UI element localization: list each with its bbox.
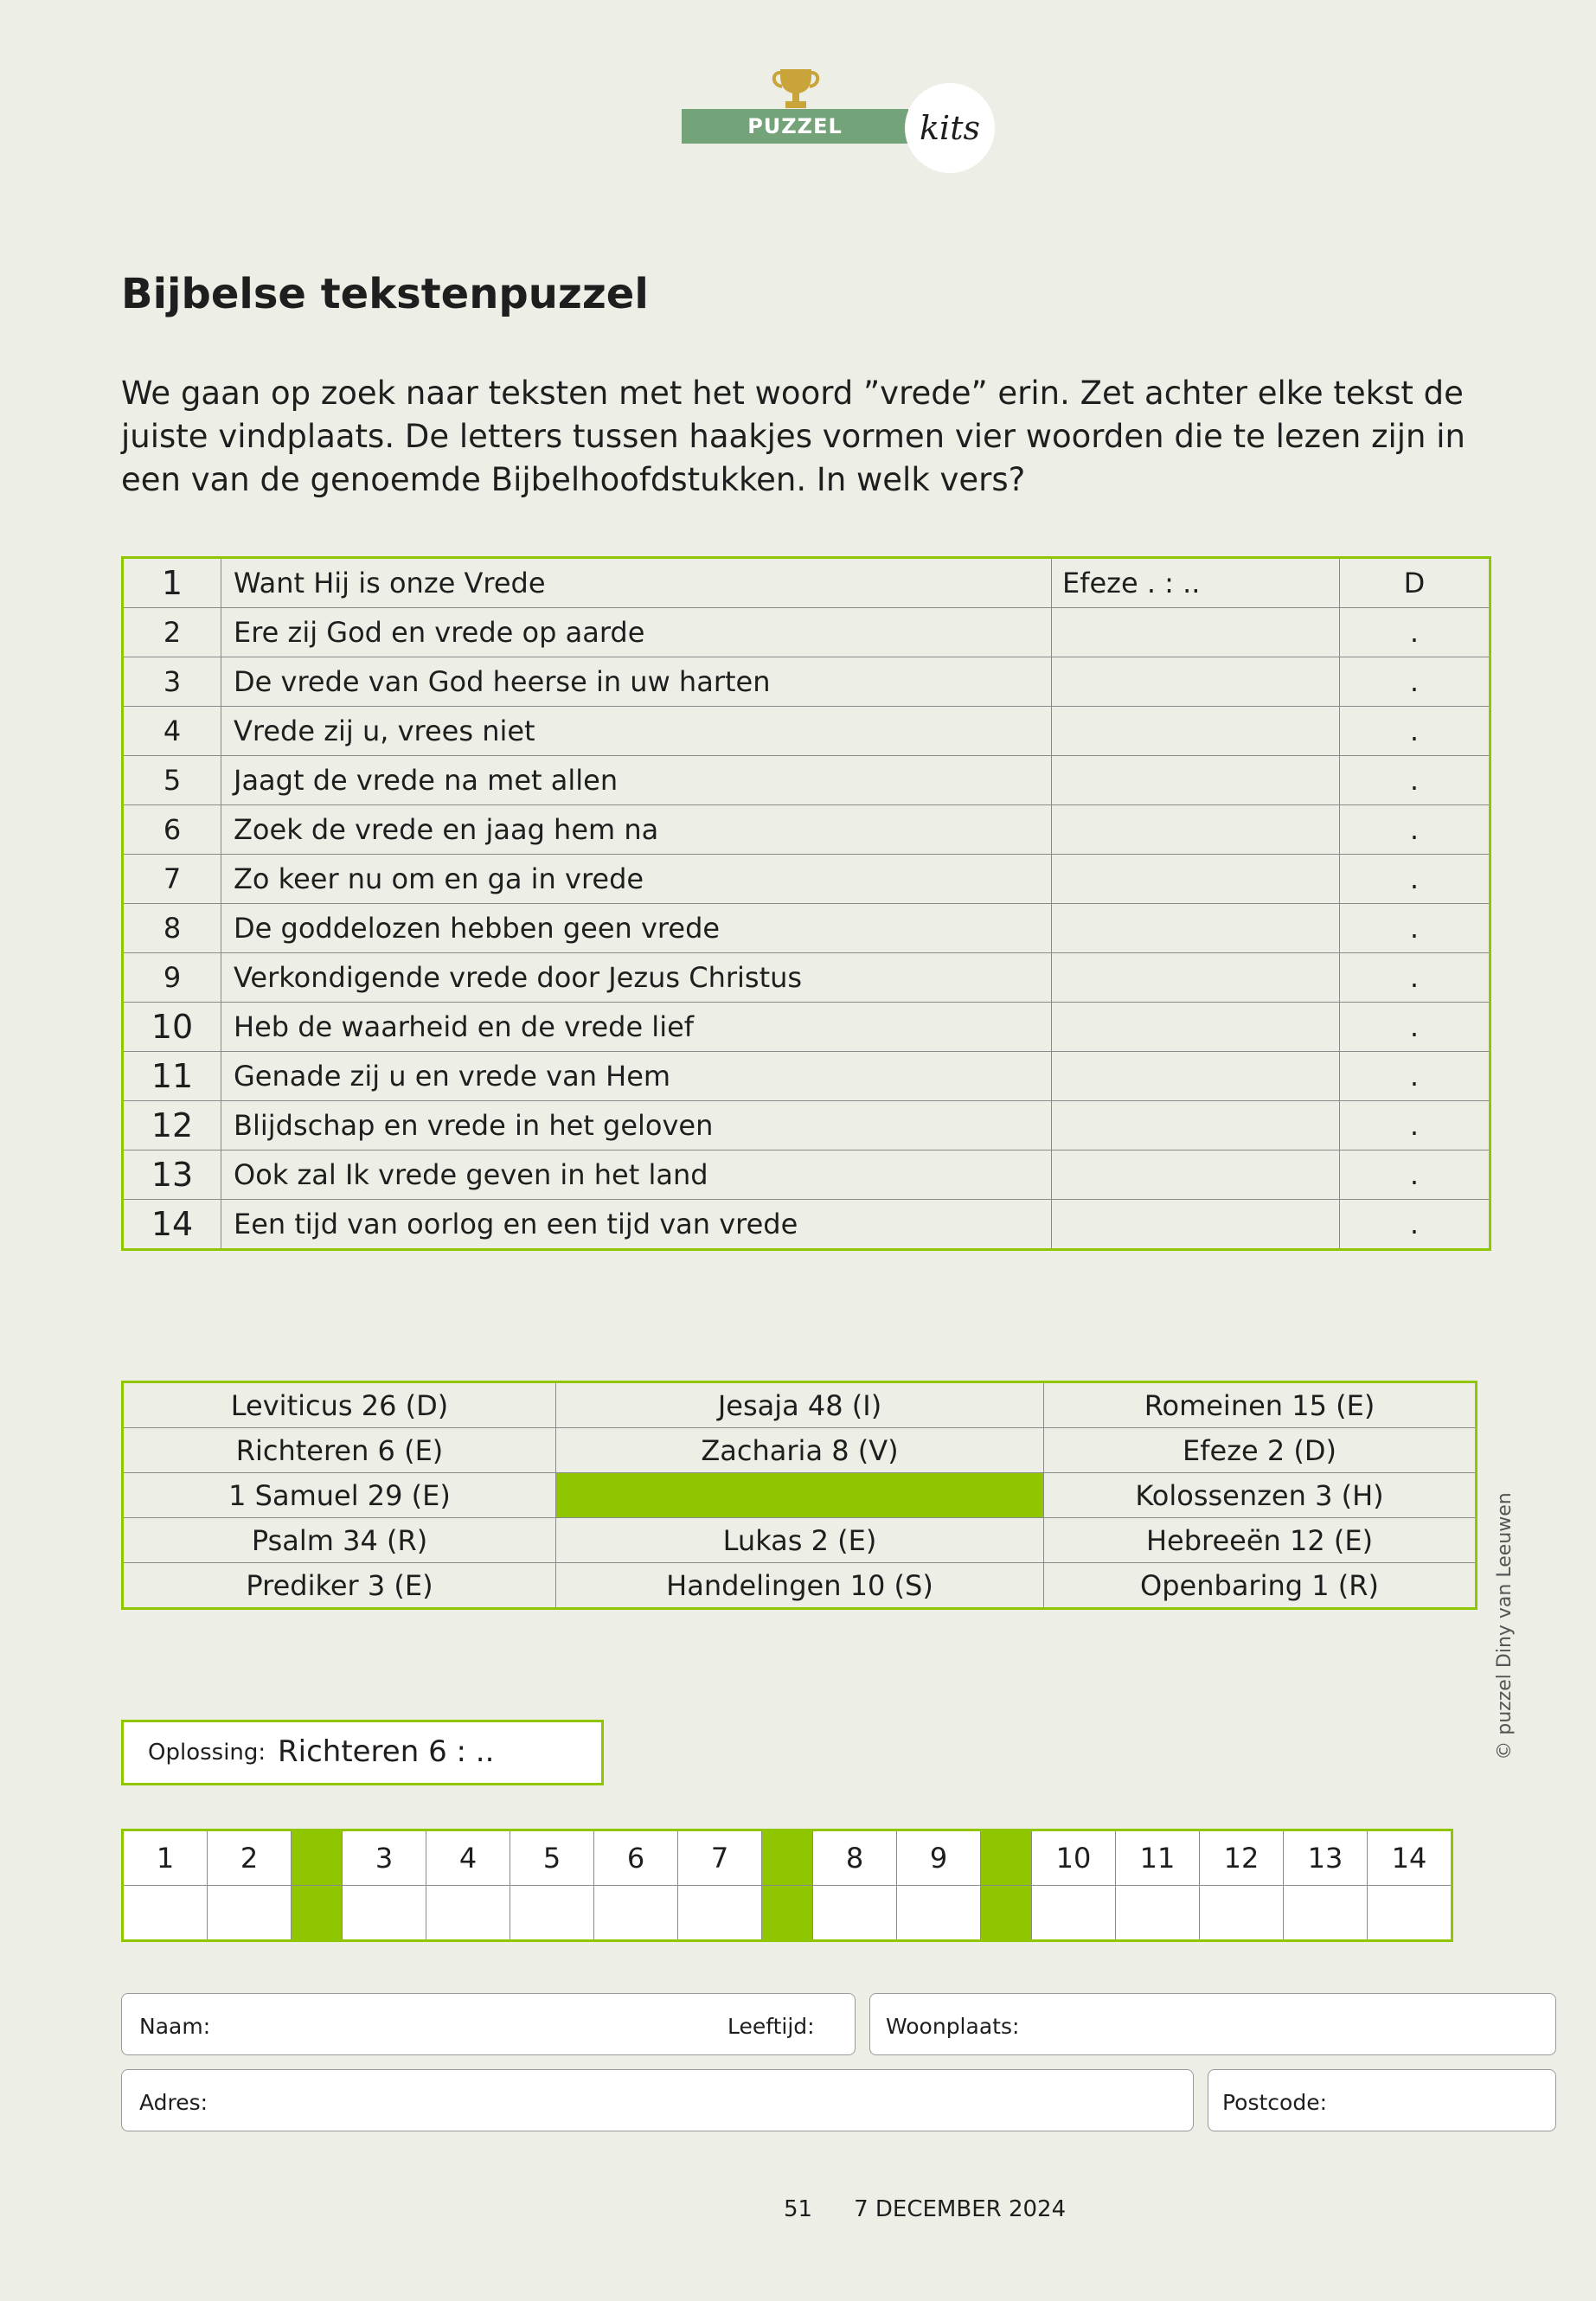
text-number: 3: [123, 657, 221, 707]
text-quote: Ook zal Ik vrede geven in het land: [221, 1150, 1052, 1200]
references-table: [121, 1381, 1477, 1610]
postcode-field[interactable]: [1208, 2069, 1556, 2131]
solution-label: Oplossing:: [148, 1740, 266, 1766]
reference-option: Lukas 2 (E): [556, 1518, 1044, 1563]
grid-answer-cell[interactable]: [1200, 1886, 1284, 1941]
grid-number: 5: [510, 1830, 594, 1886]
text-row: [123, 558, 1490, 608]
text-number: 10: [123, 1003, 221, 1052]
page-number: 51: [784, 2196, 813, 2222]
answer-grid: [121, 1829, 1453, 1942]
reference-cell[interactable]: [1052, 904, 1340, 953]
reference-option: Zacharia 8 (V): [556, 1428, 1044, 1473]
letter-cell[interactable]: .: [1340, 904, 1490, 953]
text-quote: De vrede van God heerse in uw harten: [221, 657, 1052, 707]
grid-answer-cell[interactable]: [1284, 1886, 1368, 1941]
text-quote: Jaagt de vrede na met allen: [221, 756, 1052, 805]
grid-answer-cell[interactable]: [123, 1886, 208, 1941]
reference-cell[interactable]: [1052, 1052, 1340, 1101]
letter-cell[interactable]: .: [1340, 953, 1490, 1003]
letter-cell[interactable]: .: [1340, 707, 1490, 756]
residence-field[interactable]: [869, 1993, 1556, 2055]
text-number: 2: [123, 608, 221, 657]
text-quote: Want Hij is onze Vrede: [221, 558, 1052, 608]
text-number: 6: [123, 805, 221, 855]
letter-cell[interactable]: .: [1340, 756, 1490, 805]
puzzle-header: [682, 67, 993, 171]
text-row: [123, 1003, 1490, 1052]
reference-option: Handelingen 10 (S): [556, 1563, 1044, 1609]
grid-number: 1: [123, 1830, 208, 1886]
text-row: [123, 1101, 1490, 1150]
text-row: [123, 657, 1490, 707]
reference-row: [123, 1563, 1477, 1609]
grid-answer-row: [123, 1886, 1452, 1941]
grid-number: 12: [1200, 1830, 1284, 1886]
text-row: [123, 1150, 1490, 1200]
text-row: [123, 904, 1490, 953]
reference-option: Hebreeën 12 (E): [1044, 1518, 1477, 1563]
letter-cell[interactable]: .: [1340, 805, 1490, 855]
text-quote: Vrede zij u, vrees niet: [221, 707, 1052, 756]
grid-number: 6: [594, 1830, 678, 1886]
grid-answer-cell[interactable]: [594, 1886, 678, 1941]
reference-cell[interactable]: Efeze . : ..: [1052, 558, 1340, 608]
text-quote: Ere zij God en vrede op aarde: [221, 608, 1052, 657]
grid-answer-cell[interactable]: [510, 1886, 594, 1941]
letter-cell[interactable]: .: [1340, 1052, 1490, 1101]
solution-box: [121, 1720, 604, 1785]
letter-cell[interactable]: .: [1340, 657, 1490, 707]
text-number: 5: [123, 756, 221, 805]
text-number: 7: [123, 855, 221, 904]
text-row: [123, 1200, 1490, 1250]
reference-option: Efeze 2 (D): [1044, 1428, 1477, 1473]
grid-separator: [762, 1830, 813, 1886]
letter-cell[interactable]: .: [1340, 855, 1490, 904]
grid-number: 2: [208, 1830, 292, 1886]
reference-cell[interactable]: [1052, 756, 1340, 805]
page-title: Bijbelse tekstenpuzzel: [121, 270, 649, 318]
text-number: 9: [123, 953, 221, 1003]
grid-number: 3: [343, 1830, 426, 1886]
reference-row: [123, 1473, 1477, 1518]
reference-cell[interactable]: [1052, 1200, 1340, 1250]
grid-answer-cell[interactable]: [343, 1886, 426, 1941]
letter-cell[interactable]: .: [1340, 1150, 1490, 1200]
grid-answer-cell[interactable]: [897, 1886, 981, 1941]
text-number: 14: [123, 1200, 221, 1250]
text-row: [123, 1052, 1490, 1101]
reference-cell[interactable]: [1052, 953, 1340, 1003]
reference-cell[interactable]: [1052, 1003, 1340, 1052]
reference-option: Prediker 3 (E): [123, 1563, 556, 1609]
section-tag: PUZZEL: [682, 109, 908, 144]
grid-number: 11: [1116, 1830, 1200, 1886]
grid-answer-cell[interactable]: [678, 1886, 762, 1941]
reference-row: [123, 1382, 1477, 1428]
letter-cell[interactable]: .: [1340, 1003, 1490, 1052]
text-number: 1: [123, 558, 221, 608]
grid-separator: [981, 1830, 1032, 1886]
issue-date: 7 DECEMBER 2024: [854, 2196, 1067, 2222]
solution-value[interactable]: Richteren 6 : ..: [278, 1734, 495, 1769]
reference-cell[interactable]: [1052, 1150, 1340, 1200]
text-number: 12: [123, 1101, 221, 1150]
grid-number: 9: [897, 1830, 981, 1886]
grid-number: 13: [1284, 1830, 1368, 1886]
reference-row: [123, 1518, 1477, 1563]
address-label: Adres:: [139, 2090, 208, 2115]
text-row: [123, 855, 1490, 904]
reference-cell[interactable]: [1052, 855, 1340, 904]
grid-separator: [292, 1830, 343, 1886]
reference-option: Psalm 34 (R): [123, 1518, 556, 1563]
trophy-icon: [768, 67, 824, 111]
age-label: Leeftijd:: [727, 2014, 815, 2039]
grid-answer-cell[interactable]: [813, 1886, 897, 1941]
intro-text: We gaan op zoek naar teksten met het woord ”vrede” erin. Zet achter elke tekst de juiste vindplaats. De letters tussen haakjes vormen vier woorden die te lezen zijn in een van de genoemde Bijbelhoofdstukken. In welk vers?: [121, 375, 1465, 498]
reference-cell[interactable]: [1052, 608, 1340, 657]
letter-cell[interactable]: D: [1340, 558, 1490, 608]
grid-answer-cell[interactable]: [1032, 1886, 1116, 1941]
grid-answer-cell[interactable]: [1116, 1886, 1200, 1941]
postcode-label: Postcode:: [1222, 2090, 1328, 2115]
text-quote: De goddelozen hebben geen vrede: [221, 904, 1052, 953]
text-row: [123, 608, 1490, 657]
text-row: [123, 756, 1490, 805]
grid-separator: [981, 1886, 1032, 1941]
reference-option: Jesaja 48 (I): [556, 1382, 1044, 1428]
letter-cell[interactable]: .: [1340, 1101, 1490, 1150]
residence-label: Woonplaats:: [886, 2014, 1020, 2039]
letter-cell[interactable]: .: [1340, 608, 1490, 657]
filled-cell: [556, 1473, 1044, 1518]
grid-answer-cell[interactable]: [426, 1886, 510, 1941]
reference-option: Romeinen 15 (E): [1044, 1382, 1477, 1428]
grid-answer-cell[interactable]: [208, 1886, 292, 1941]
letter-cell[interactable]: .: [1340, 1200, 1490, 1250]
name-label: Naam:: [139, 2014, 211, 2039]
reference-row: [123, 1428, 1477, 1473]
grid-number: 4: [426, 1830, 510, 1886]
grid-separator: [292, 1886, 343, 1941]
text-quote: Genade zij u en vrede van Hem: [221, 1052, 1052, 1101]
text-number: 11: [123, 1052, 221, 1101]
reference-option: Leviticus 26 (D): [123, 1382, 556, 1428]
text-row: [123, 805, 1490, 855]
reference-cell[interactable]: [1052, 657, 1340, 707]
grid-number: 8: [813, 1830, 897, 1886]
text-row: [123, 707, 1490, 756]
text-number: 8: [123, 904, 221, 953]
text-quote: Blijdschap en vrede in het geloven: [221, 1101, 1052, 1150]
texts-table: [121, 556, 1491, 1251]
text-quote: Verkondigende vrede door Jezus Christus: [221, 953, 1052, 1003]
text-quote: Zo keer nu om en ga in vrede: [221, 855, 1052, 904]
reference-option: Richteren 6 (E): [123, 1428, 556, 1473]
reference-cell[interactable]: [1052, 1101, 1340, 1150]
reference-cell[interactable]: [1052, 707, 1340, 756]
name-age-field[interactable]: [121, 1993, 856, 2055]
grid-separator: [762, 1886, 813, 1941]
text-number: 13: [123, 1150, 221, 1200]
grid-number: 14: [1368, 1830, 1452, 1886]
text-quote: Zoek de vrede en jaag hem na: [221, 805, 1052, 855]
reference-option: Openbaring 1 (R): [1044, 1563, 1477, 1609]
grid-number: 7: [678, 1830, 762, 1886]
reference-option: 1 Samuel 29 (E): [123, 1473, 556, 1518]
grid-answer-cell[interactable]: [1368, 1886, 1452, 1941]
text-row: [123, 953, 1490, 1003]
copyright-note: © puzzel Diny van Leeuwen: [1494, 1492, 1516, 1760]
reference-option: Kolossenzen 3 (H): [1044, 1473, 1477, 1518]
text-number: 4: [123, 707, 221, 756]
address-field[interactable]: [121, 2069, 1194, 2131]
grid-number: 10: [1032, 1830, 1116, 1886]
text-quote: Heb de waarheid en de vrede lief: [221, 1003, 1052, 1052]
text-quote: Een tijd van oorlog en een tijd van vrede: [221, 1200, 1052, 1250]
page-footer: [784, 2196, 1066, 2222]
grid-number-row: [123, 1830, 1452, 1886]
brand-logo: kits: [905, 83, 995, 173]
reference-cell[interactable]: [1052, 805, 1340, 855]
